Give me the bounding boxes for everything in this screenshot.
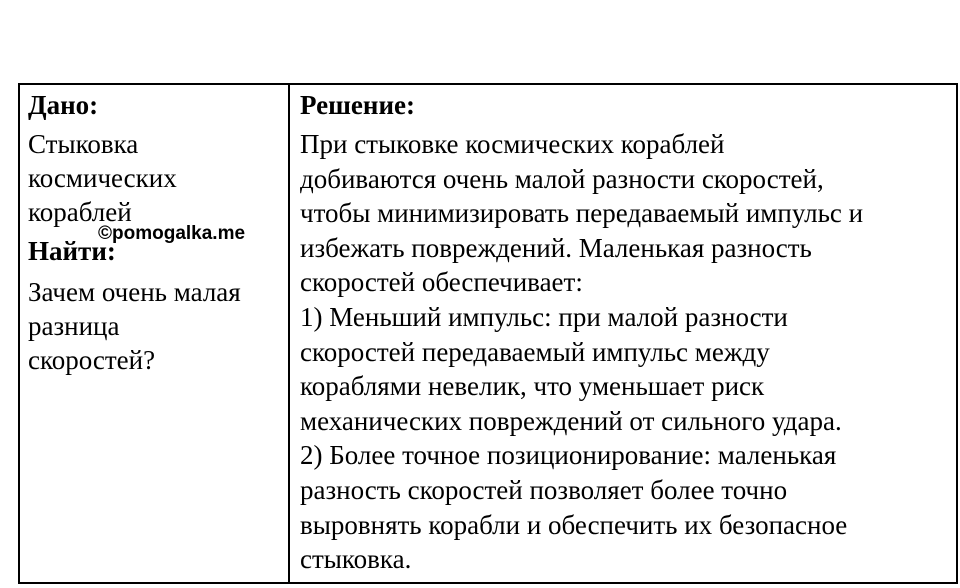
given-text — [28, 127, 280, 229]
solution-line: кораблями невелик, что уменьшает риск — [300, 371, 765, 402]
solution-text — [300, 127, 946, 577]
solution-line: скоростей обеспечивает: — [300, 267, 583, 298]
given-line: кораблей — [28, 197, 132, 227]
solution-line: выровнять корабли и обеспечить их безопасное — [300, 509, 848, 540]
find-text — [28, 275, 280, 377]
solution-line: добиваются очень малой разности скоростей, — [300, 163, 824, 194]
solution-line: чтобы минимизировать передаваемый импульс и — [300, 198, 864, 229]
find-heading: Найти: — [28, 236, 116, 266]
solution-line: избежать повреждений. Маленькая разность — [300, 232, 812, 263]
solution-line: При стыковке космических кораблей — [300, 129, 725, 159]
solution-line: стыковка. — [300, 544, 412, 575]
solution-line: 1) Меньший импульс: при малой разности — [300, 301, 788, 332]
solution-column — [290, 85, 956, 582]
problem-table — [18, 83, 958, 584]
solution-line: скоростей передаваемый импульс между — [300, 336, 770, 367]
solution-line: разность скоростей позволяет более точно — [300, 474, 788, 505]
find-line: скоростей? — [28, 345, 156, 375]
given-heading: Дано: — [28, 90, 99, 120]
find-line: разница — [28, 311, 120, 341]
given-column — [20, 85, 290, 582]
solution-line: механических повреждений от сильного удара. — [300, 405, 842, 436]
given-line: Стыковка — [28, 129, 139, 159]
watermark: ©pomogalka.me — [98, 223, 246, 244]
find-line: Зачем очень малая — [28, 277, 241, 307]
solution-line: 2) Более точное позиционирование: маленькая — [300, 440, 837, 471]
solution-heading: Решение: — [300, 90, 415, 120]
given-line: космических — [28, 163, 177, 193]
